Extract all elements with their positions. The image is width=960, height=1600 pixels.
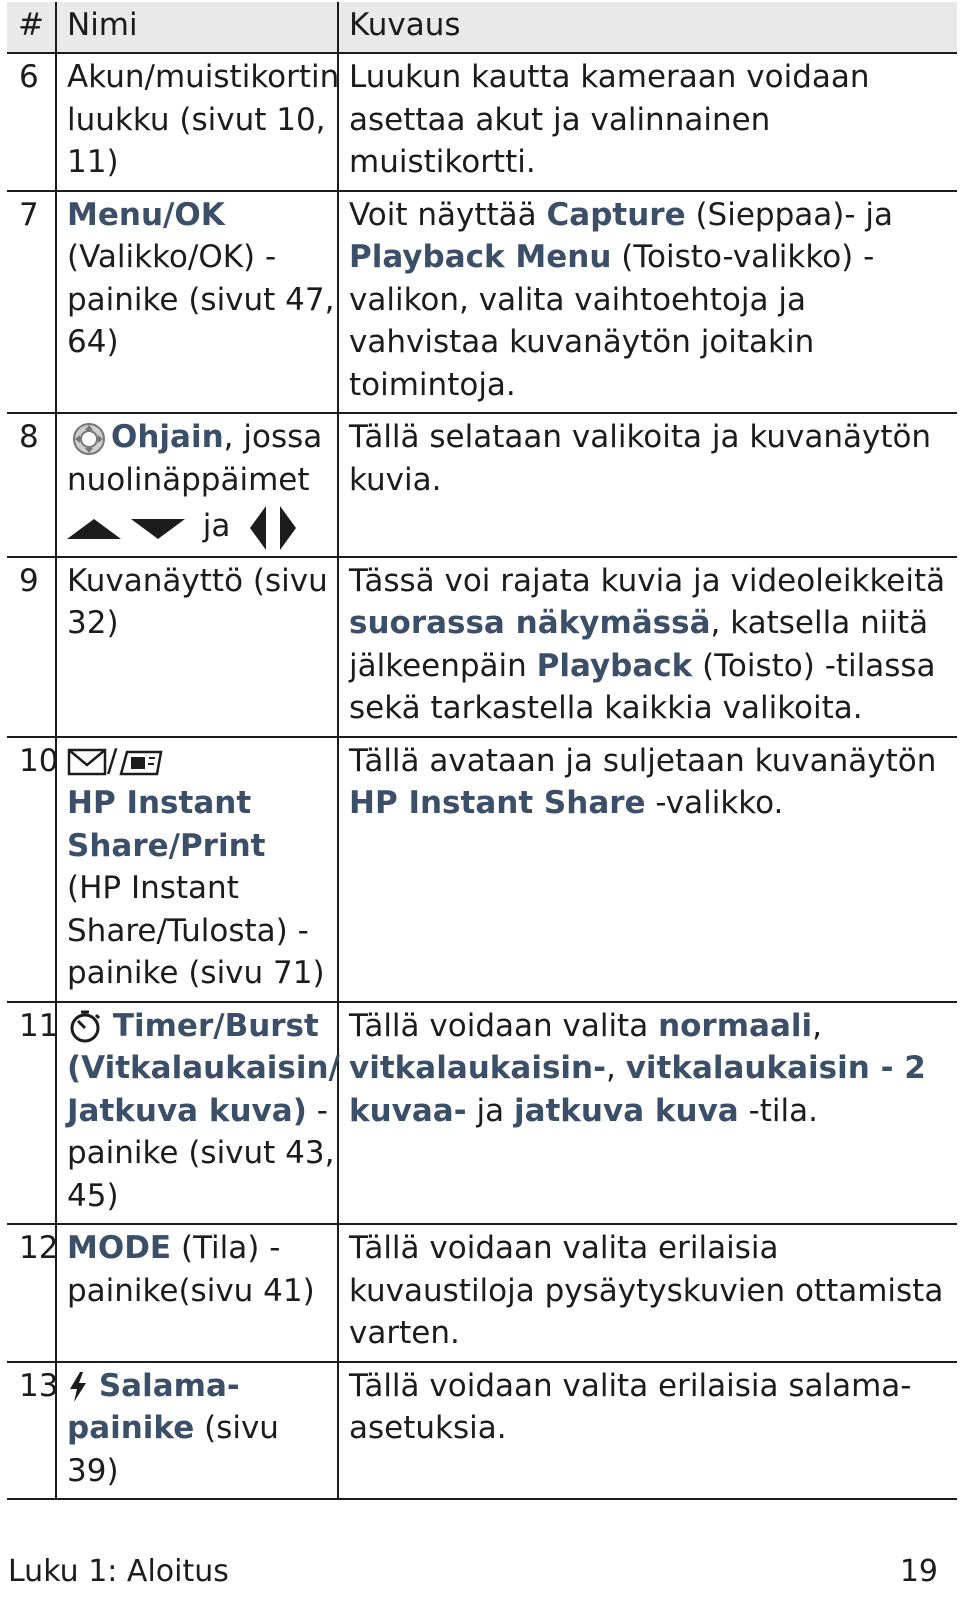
header-description: Kuvaus <box>338 2 957 53</box>
down-arrow-icon <box>131 515 185 541</box>
table-row <box>7 557 957 737</box>
row-description <box>338 53 957 191</box>
row-number: 7 <box>7 191 56 414</box>
name-text: (Tila) -painike(sivu 41) <box>67 1230 315 1309</box>
description-text: -tila. <box>738 1092 818 1129</box>
row-number: 6 <box>7 53 56 191</box>
table-row <box>7 1362 957 1500</box>
flash-icon <box>67 1370 89 1404</box>
table-header-row <box>7 2 957 53</box>
row-description <box>338 1362 957 1500</box>
name-text: -painike (sivut 43, 45) <box>67 1092 335 1214</box>
table-row <box>7 1002 957 1225</box>
name-bold: Menu/OK <box>67 196 225 233</box>
description-text: Tällä avataan ja suljetaan kuvanäytön <box>349 742 937 779</box>
row-name <box>56 53 338 191</box>
table-row <box>7 191 957 414</box>
row-name <box>56 1002 338 1225</box>
footer-page-number: 19 <box>899 1554 938 1589</box>
row-description <box>338 1224 957 1362</box>
description-bold: Playback Menu <box>349 239 612 275</box>
right-arrow-icon <box>278 506 298 550</box>
up-arrow-icon <box>67 515 121 541</box>
description-bold: HP Instant Share <box>349 785 646 821</box>
table-row <box>7 737 957 1002</box>
row-name <box>56 557 338 737</box>
row-description <box>338 191 957 414</box>
description-text: (Sieppaa)- ja <box>685 196 894 233</box>
table-row <box>7 53 957 191</box>
name-text: Kuvanäyttö (sivu 32) <box>67 562 328 641</box>
row-description <box>338 557 957 737</box>
row-number: 9 <box>7 557 56 737</box>
row-description <box>338 413 957 557</box>
name-bold: Salama-painike <box>67 1367 240 1446</box>
header-number: # <box>7 2 56 53</box>
row-description <box>338 737 957 1002</box>
name-text: (sivu 39) <box>67 1410 279 1489</box>
table-row <box>7 413 957 557</box>
table-row <box>7 1224 957 1362</box>
description-bold: vitkalaukaisin- <box>349 1050 606 1086</box>
row-number: 12 <box>7 1224 56 1362</box>
name-bold: MODE <box>67 1230 172 1266</box>
timer-icon <box>67 1009 103 1045</box>
row-number: 13 <box>7 1362 56 1500</box>
name-bold: Timer/Burst (Vitkalaukaisin/ Jatkuva kuva) <box>67 1007 340 1129</box>
description-text: Tällä selataan valikoita ja kuvanäytön kuvia. <box>349 419 932 498</box>
description-text: Tällä voidaan valita erilaisia kuvaustiloja pysäytyskuvien ottamista varten. <box>349 1230 944 1351</box>
share-icon <box>67 747 107 777</box>
description-text: Tällä voidaan valita erilaisia salama-asetuksia. <box>349 1367 912 1446</box>
footer-chapter: Luku 1: Aloitus <box>8 1554 229 1589</box>
name-text: (HP Instant Share/Tulosta) -painike (sivu 71) <box>67 870 325 991</box>
description-bold: Capture <box>546 196 686 233</box>
description-bold: jatkuva kuva <box>513 1092 739 1129</box>
name-text: (Valikko/OK) -painike (sivut 47, 64) <box>67 239 335 360</box>
description-text: ja <box>466 1092 514 1129</box>
description-text: , <box>605 1050 626 1086</box>
description-bold: vitkalaukaisin - 2 kuvaa- <box>349 1050 926 1129</box>
row-description <box>338 1002 957 1225</box>
description-text: Voit näyttää <box>349 196 547 233</box>
description-text: , katsella niitä jälkeenpäin <box>349 605 929 684</box>
controls-table <box>7 2 957 1500</box>
description-text: Luukun kautta kameraan voidaan asettaa akut ja valinnainen muistikortti. <box>349 59 870 180</box>
name-slash: / <box>107 742 118 779</box>
description-text: Tällä voidaan valita <box>349 1007 659 1044</box>
row-name <box>56 1362 338 1500</box>
share-print-icons <box>67 740 337 783</box>
name-text: Akun/muistikortin luukku (sivut 10, 11) <box>67 59 340 180</box>
row-number: 11 <box>7 1002 56 1225</box>
name-text: ja <box>202 508 231 544</box>
row-name <box>56 1224 338 1362</box>
description-text: (Toisto-valikko) -valikon, valita vaihtoehtoja ja vahvistaa kuvanäytön joitakin toimintoja. <box>349 239 875 403</box>
name-bold: HP Instant Share/Print <box>67 785 266 864</box>
row-number: 8 <box>7 413 56 557</box>
name-text: , jossa nuolinäppäimet <box>67 419 323 498</box>
description-text: Tässä voi rajata kuvia ja videoleikkeitä <box>349 562 946 599</box>
description-text: , <box>812 1007 822 1044</box>
controller-icon <box>67 421 111 457</box>
description-text: -valikko. <box>645 785 784 821</box>
arrow-keys-line <box>67 505 337 550</box>
left-arrow-icon <box>248 506 268 550</box>
row-name <box>56 191 338 414</box>
row-number: 10 <box>7 737 56 1002</box>
description-text: (Toisto) -tilassa sekä tarkastella kaikkia valikoita. <box>349 647 936 726</box>
row-name <box>56 413 338 557</box>
header-name: Nimi <box>56 2 338 53</box>
print-icon <box>117 746 163 778</box>
description-bold: Playback <box>536 647 693 684</box>
row-name <box>56 737 338 1002</box>
description-bold: suorassa näkymässä <box>349 605 711 641</box>
description-bold: normaali <box>658 1007 813 1044</box>
name-bold: Ohjain <box>111 419 224 455</box>
